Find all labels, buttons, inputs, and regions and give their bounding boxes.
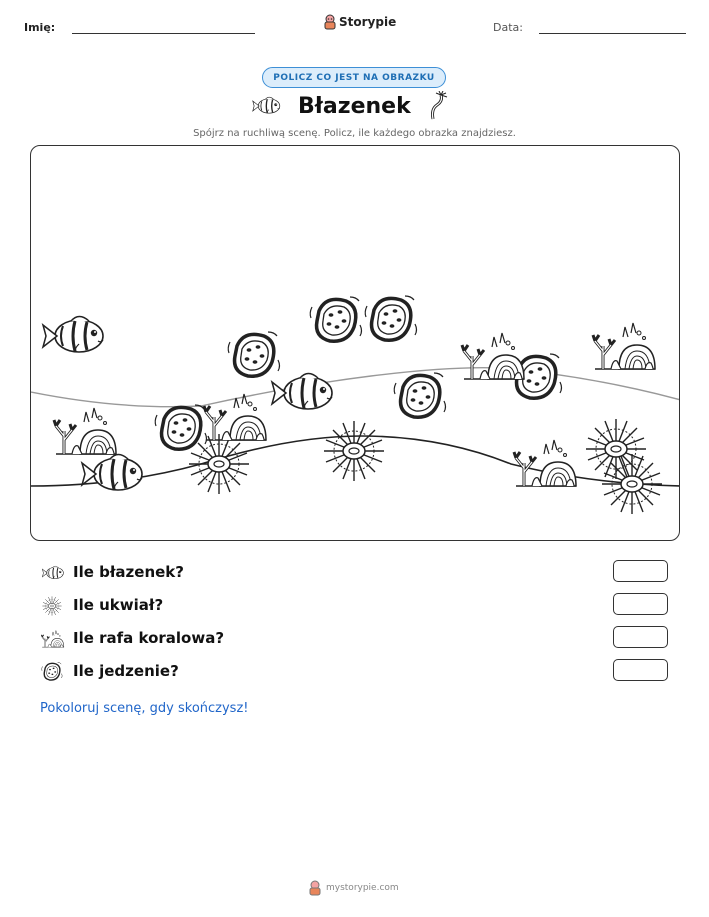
food (365, 296, 416, 340)
coloring-note: Pokoloruj scenę, gdy skończysz! (40, 701, 249, 716)
question-row (40, 593, 670, 619)
scene-illustration (31, 146, 680, 541)
food (310, 297, 361, 341)
answer-box-clownfish[interactable] (613, 560, 668, 582)
coral-reef (462, 333, 524, 379)
clownfish (272, 374, 332, 410)
anemone (602, 454, 662, 514)
name-label: Imię: (24, 21, 56, 34)
answer-box-food[interactable] (613, 659, 668, 681)
counting-scene (30, 145, 680, 541)
coral-reef (593, 323, 655, 369)
answer-box-anemone[interactable] (613, 593, 668, 615)
question-text: Ile jedzenie? (73, 662, 179, 680)
brand-name: Storypie (339, 15, 397, 29)
question-row (40, 659, 670, 685)
storypie-mascot-icon (308, 880, 322, 896)
food-icon (40, 661, 66, 683)
question-row (40, 626, 670, 652)
anemone (324, 421, 384, 481)
question-text: Ile ukwiał? (73, 596, 164, 614)
food (155, 405, 206, 449)
date-line[interactable] (539, 33, 686, 34)
name-line[interactable] (72, 33, 255, 34)
anemone (189, 434, 249, 494)
storypie-mascot-icon (323, 14, 337, 30)
instructions: Spójrz na ruchliwą scenę. Policz, ile każdego obrazka znajdziesz. (193, 128, 516, 139)
food (228, 332, 279, 376)
date-label: Data: (493, 21, 523, 34)
clownfish-icon (40, 562, 66, 584)
clownfish (43, 317, 103, 353)
anemone-icon (40, 595, 66, 617)
question-row (40, 560, 670, 586)
answer-box-coral-reef[interactable] (613, 626, 668, 648)
coral-reef (514, 440, 576, 486)
question-text: Ile błazenek? (73, 563, 184, 581)
clownfish (82, 455, 142, 491)
coral-reef (204, 394, 266, 440)
clownfish-icon (250, 93, 284, 119)
brand-logo (323, 14, 337, 34)
anemone-stalk-icon (427, 91, 455, 121)
coral-reef (54, 408, 116, 454)
food (394, 373, 445, 417)
page-title: Błazenek (298, 94, 411, 119)
site-url[interactable]: mystorypie.com (326, 883, 399, 893)
question-text: Ile rafa koralowa? (73, 629, 225, 647)
coral-reef-icon (40, 628, 66, 650)
activity-badge: POLICZ CO JEST NA OBRAZKU (262, 67, 446, 88)
